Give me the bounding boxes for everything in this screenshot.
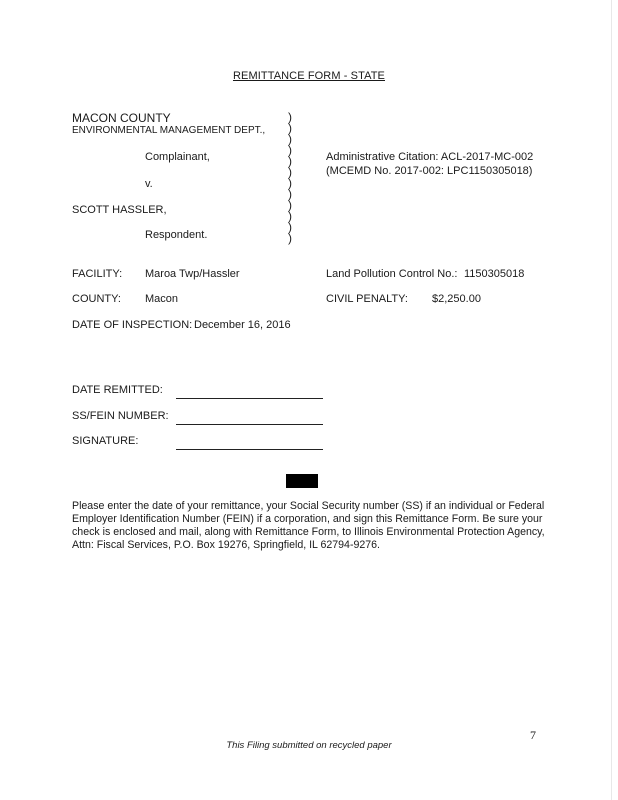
page-number: 7 xyxy=(530,728,536,742)
signature-label: SIGNATURE: xyxy=(72,435,139,447)
caption-paren-column: ) ) ) ) ) ) ) ) ) ) ) ) xyxy=(288,110,292,245)
date-remitted-label: DATE REMITTED: xyxy=(72,384,163,396)
versus-label: v. xyxy=(145,178,153,190)
plaintiff-name: MACON COUNTY xyxy=(72,111,171,125)
lpc-value: 1150305018 xyxy=(464,268,525,280)
inspection-date: December 16, 2016 xyxy=(194,319,291,331)
county-value: Macon xyxy=(145,293,179,305)
citation-reference: (MCEMD No. 2017-002: LPC1150305018) xyxy=(326,165,533,177)
facility-value: Maroa Twp/Hassler xyxy=(145,268,240,280)
redaction-box xyxy=(286,474,318,488)
form-title: REMITTANCE FORM - STATE xyxy=(232,70,385,82)
plaintiff-department: ENVIRONMENTAL MANAGEMENT DEPT., xyxy=(72,125,266,136)
facility-label: FACILITY: xyxy=(72,268,123,280)
citation-number: Administrative Citation: ACL-2017-MC-002 xyxy=(326,151,534,163)
inspection-label: DATE OF INSPECTION: xyxy=(72,319,193,331)
ssfein-line[interactable] xyxy=(176,424,323,425)
signature-line[interactable] xyxy=(176,449,323,450)
ssfein-label: SS/FEIN NUMBER: xyxy=(72,410,169,422)
defendant-name: SCOTT HASSLER, xyxy=(72,204,167,216)
respondent-label: Respondent. xyxy=(145,229,208,241)
instructions-paragraph: Please enter the date of your remittance, your Social Security number (SS) if an individual or Federal Employer Identification Number (FEIN) if a corporation, and sign this Remittance Form. Be sure your check is enclosed and mail, along with Remittance Form, to Illinois Environmental Protection Agency, Attn: Fiscal Services, P.O. Box 19276, Springfield, IL 62794-9276. xyxy=(72,500,545,551)
scan-edge-line xyxy=(611,0,612,800)
civil-penalty-label: CIVIL PENALTY: xyxy=(326,293,408,305)
date-remitted-line[interactable] xyxy=(176,398,323,399)
complainant-label: Complainant, xyxy=(145,151,210,163)
lpc-label: Land Pollution Control No.: xyxy=(326,268,458,280)
civil-penalty-value: $2,250.00 xyxy=(432,293,481,305)
footer-note: This Filing submitted on recycled paper xyxy=(226,740,392,751)
county-label: COUNTY: xyxy=(72,293,121,305)
